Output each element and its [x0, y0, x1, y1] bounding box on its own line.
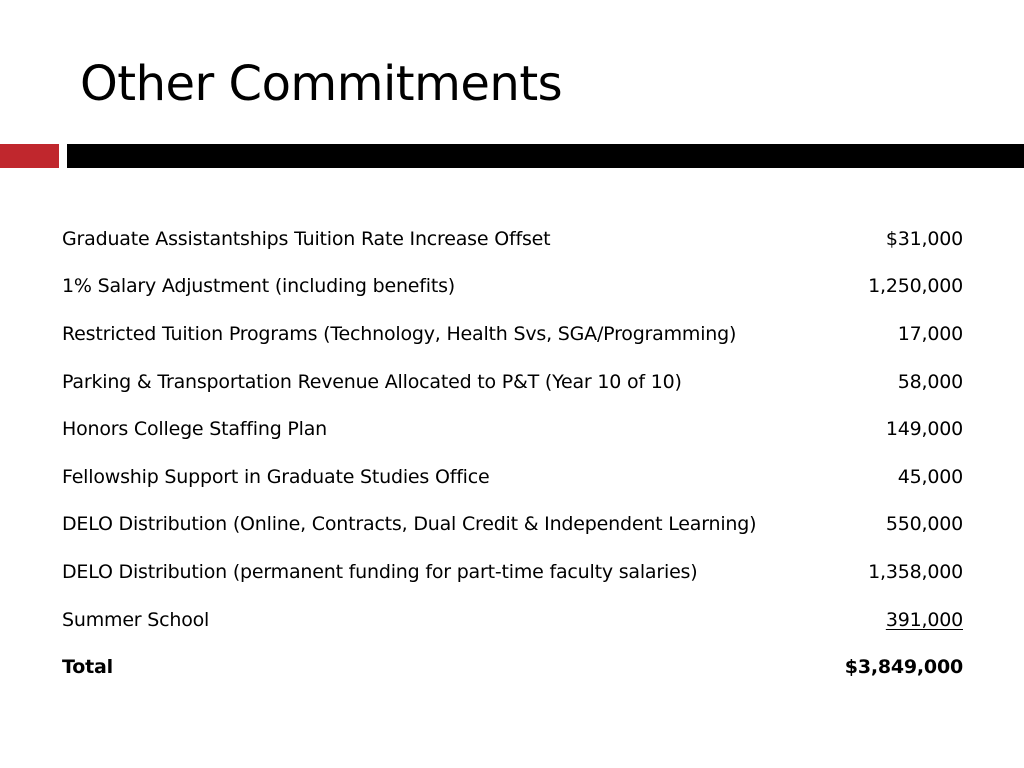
commitment-label: Parking & Transportation Revenue Allocated to P&T (Year 10 of 10) — [62, 370, 682, 393]
commitments-table — [62, 215, 963, 691]
commitment-amount: 391,000 — [885, 608, 963, 631]
commitment-label: Honors College Staffing Plan — [62, 418, 328, 441]
commitment-row — [62, 263, 963, 311]
commitment-row — [62, 453, 963, 501]
commitment-amount: 58,000 — [897, 370, 963, 393]
commitment-label: DELO Distribution (permanent funding for part-time faculty salaries) — [62, 560, 698, 583]
commitment-row — [62, 548, 963, 596]
commitment-amount: 149,000 — [885, 418, 963, 441]
total-row — [62, 643, 963, 691]
commitment-amount: 550,000 — [885, 513, 963, 536]
commitment-label: Summer School — [62, 608, 210, 631]
commitment-row — [62, 405, 963, 453]
total-amount: $3,849,000 — [844, 656, 963, 679]
commitment-amount: 1,250,000 — [868, 275, 963, 298]
commitment-row — [62, 596, 963, 644]
commitment-row — [62, 358, 963, 406]
commitment-label: Fellowship Support in Graduate Studies Office — [62, 465, 490, 488]
commitment-label: DELO Distribution (Online, Contracts, Dual Credit & Independent Learning) — [62, 513, 757, 536]
commitment-label: 1% Salary Adjustment (including benefits) — [62, 275, 456, 298]
commitment-row — [62, 215, 963, 263]
red-accent-bar — [0, 144, 59, 168]
commitment-label: Graduate Assistantships Tuition Rate Increase Offset — [62, 227, 551, 250]
black-header-bar — [67, 144, 1024, 168]
commitment-row — [62, 310, 963, 358]
commitment-row — [62, 501, 963, 549]
commitment-label: Restricted Tuition Programs (Technology, Health Svs, SGA/Programming) — [62, 322, 737, 345]
commitment-amount: 1,358,000 — [868, 560, 963, 583]
commitment-amount: $31,000 — [885, 227, 963, 250]
slide-title: Other Commitments — [80, 56, 563, 112]
commitment-amount: 45,000 — [897, 465, 963, 488]
total-label: Total — [62, 656, 113, 679]
commitment-amount: 17,000 — [897, 322, 963, 345]
